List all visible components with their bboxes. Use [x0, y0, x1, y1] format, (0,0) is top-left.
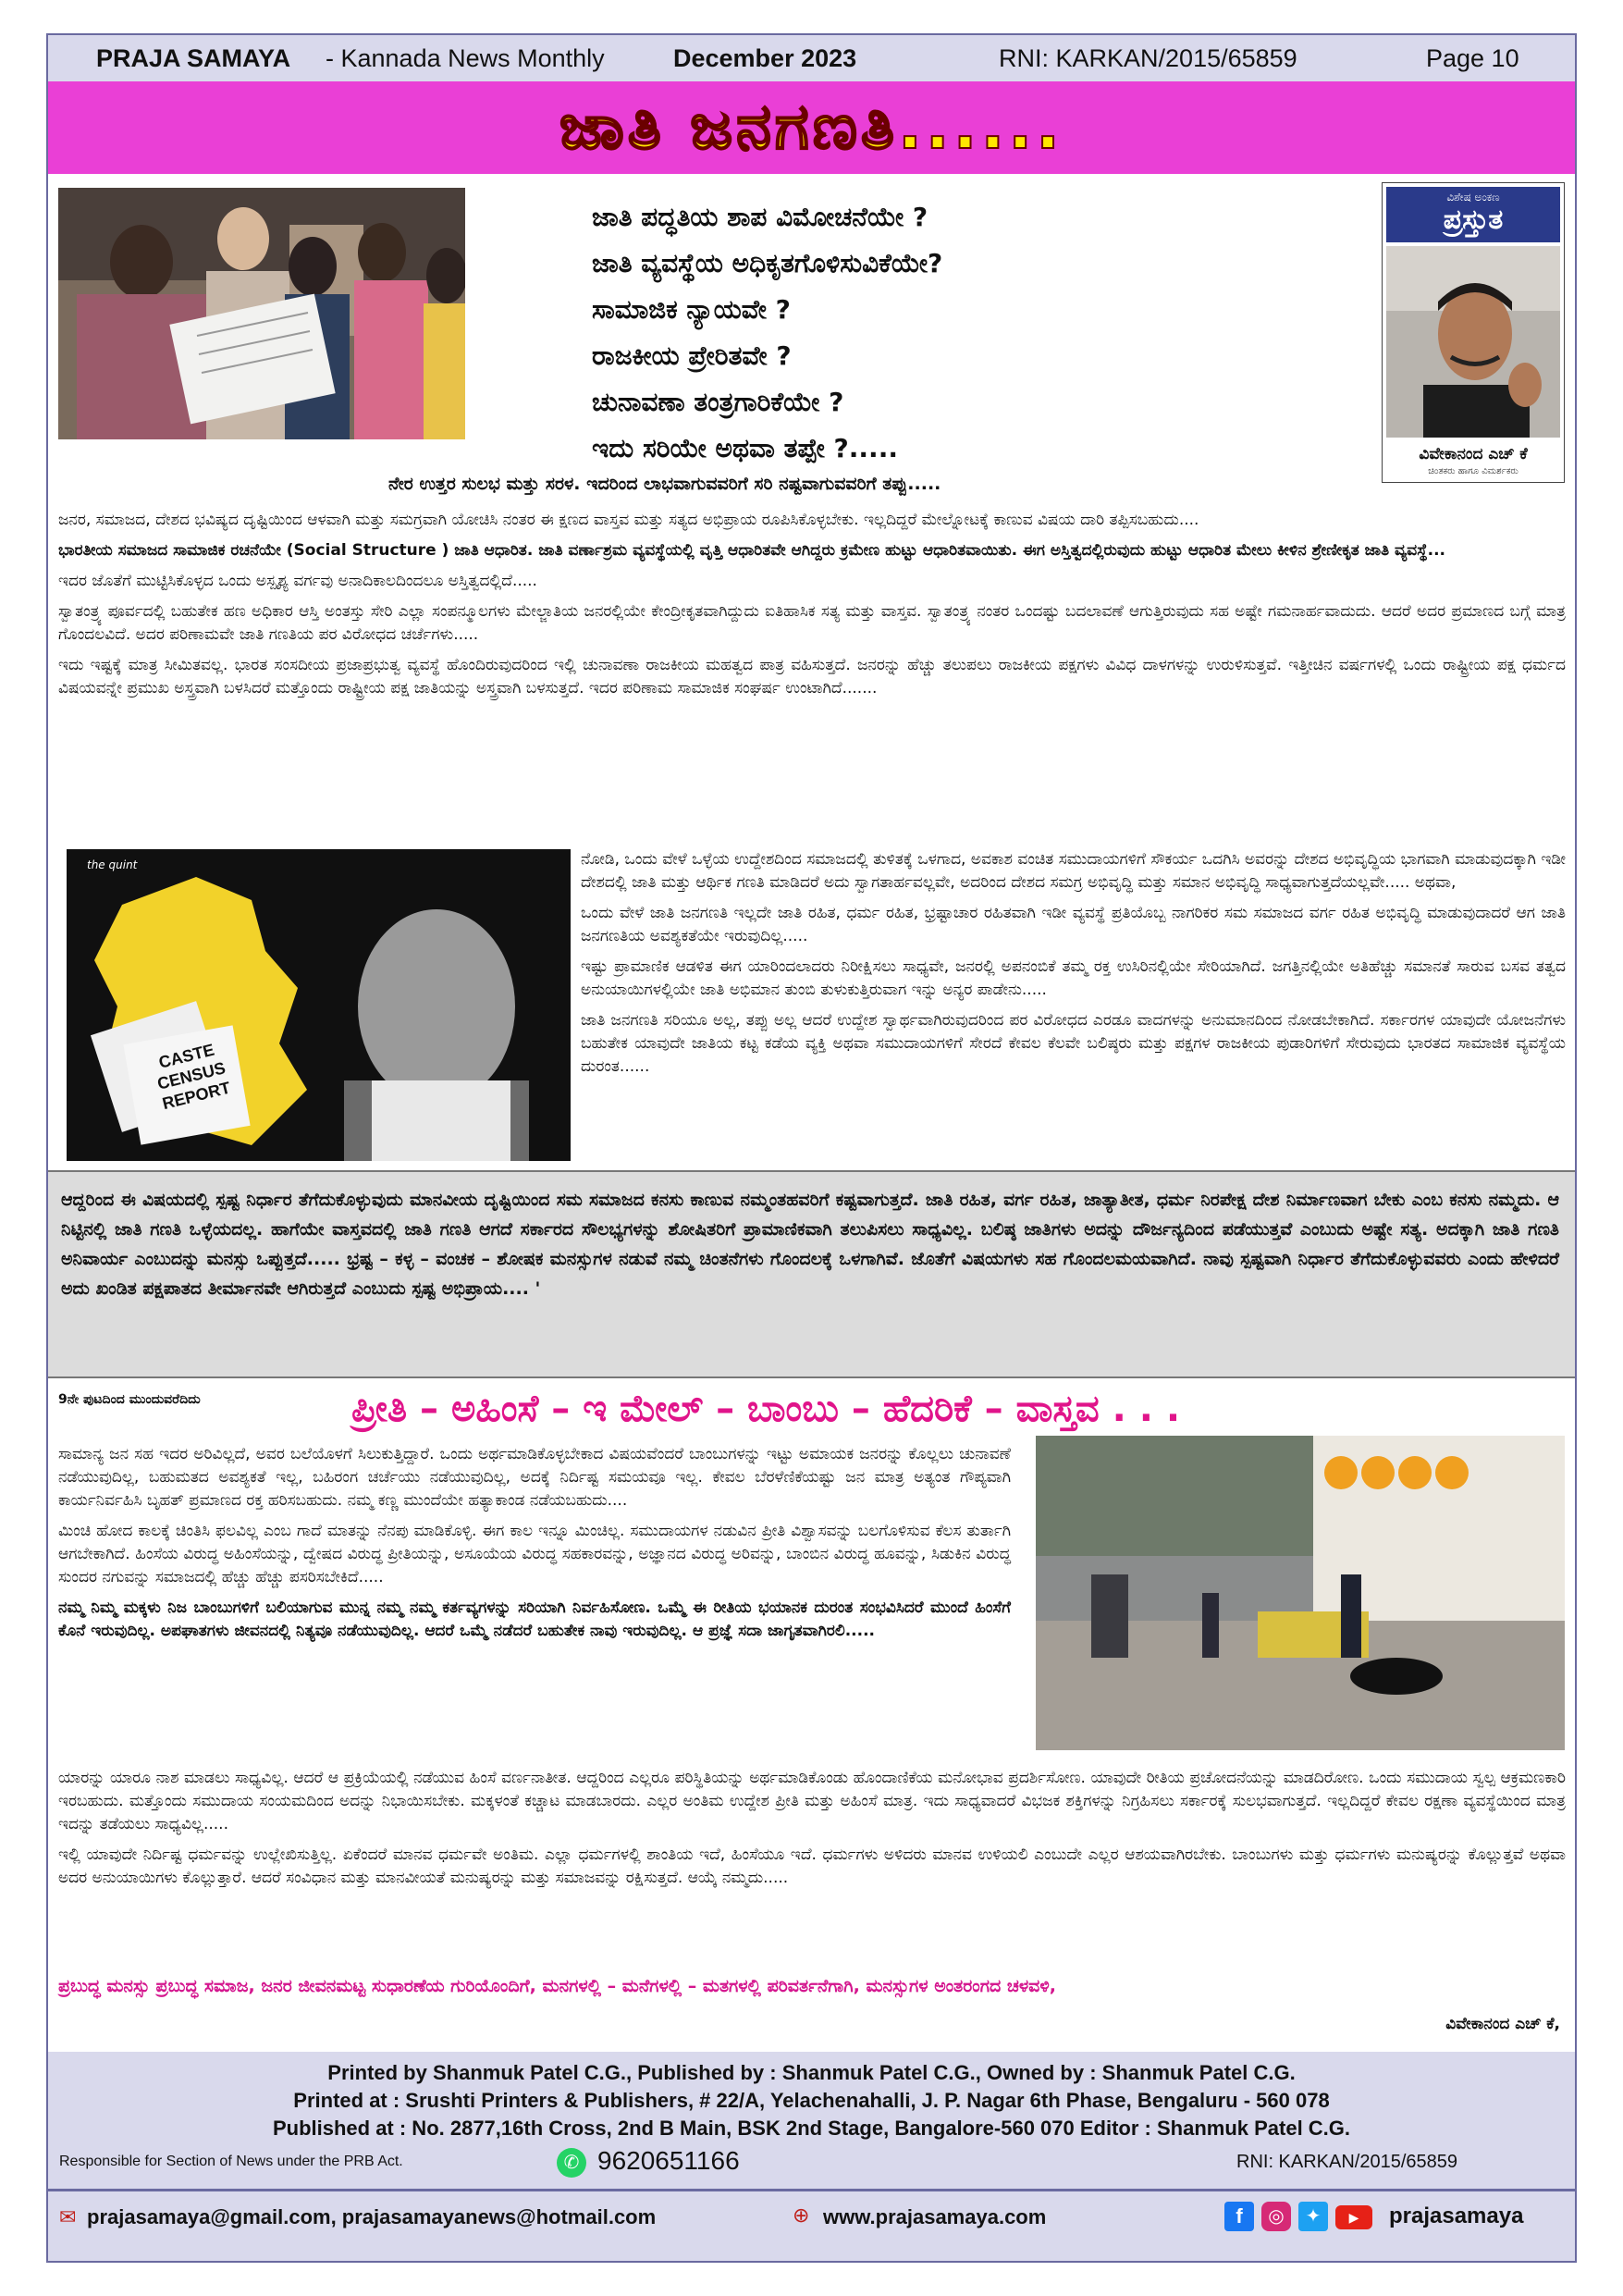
paragraph: ಇದು ಇಷ್ಟಕ್ಕೆ ಮಾತ್ರ ಸೀಮಿತವಲ್ಲ. ಭಾರತ ಸಂಸದೀಯ ಪ್ರಜಾಪ್ರಭುತ್ವ ವ್ಯವಸ್ಥೆ ಹೊಂದಿರುವುದರಿಂದ ಇಲ್ಲಿ ಚುನಾವಣಾ ರಾಜಕೀಯ ಮಹತ್ವದ ಪಾತ್ರ ವಹಿಸುತ್ತದೆ. ಜನರನ್ನು ಹೆಚ್ಚು ತಲುಪಲು ರಾಜಕೀಯ ಪಕ್ಷಗಳು ವಿವಿಧ ದಾಳಗಳನ್ನು ಉರುಳಿಸುತ್ತವೆ. ಇತ್ತೀಚಿನ ವರ್ಷಗಳಲ್ಲಿ ಒಂದು ರಾಷ್ಟ್ರೀಯ ಪಕ್ಷ ಧರ್ಮದ ವಿಷಯವನ್ನೇ ಪ್ರಮುಖ ಅಸ್ತ್ರವಾಗಿ ಬಳಸಿದರೆ ಮತ್ತೊಂದು ರಾಷ್ಟ್ರೀಯ ಪಕ್ಷ ಜಾತಿಯನ್ನು ಅಸ್ತ್ರವಾಗಿ ಬಳಸುತ್ತದೆ. ಇದರ ಪರಿಣಾಮ ಸಾಮಾಜಿಕ ಸಂಘರ್ಷ ಉಂಟಾಗಿದೆ....... [58, 656, 1566, 697]
columnist-name: ವಿವೇಕಾನಂದ ಎಚ್ ಕೆ [1419, 445, 1528, 463]
columnist-box [1382, 182, 1565, 483]
paragraph: ಒಂದು ವೇಳೆ ಜಾತಿ ಜನಗಣತಿ ಇಲ್ಲದೇ ಜಾತಿ ರಹಿತ, ಧರ್ಮ ರಹಿತ, ಭ್ರಷ್ಟಾಚಾರ ರಹಿತವಾಗಿ ಇಡೀ ವ್ಯವಸ್ಥೆ ಪ್ರತಿಯೊಬ್ಬ ನಾಗರಿಕರ ಸಮ ಸಮಾಜದ ವರ್ಗ ರಹಿತ ಅಭಿವೃದ್ಧಿ ಮಾಡುವುದಾದರೆ ಆಗ ಜಾತಿ ಜನಗಣತಿಯ ಅವಶ್ಯಕತೆಯೇ ಇರುವುದಿಲ್ಲ..... [581, 904, 1566, 945]
imprint-line: Published at : No. 2877,16th Cross, 2nd B Main, BSK 2nd Stage, Bangalore-560 070 Editor : Shanmuk Patel C.G. [272, 2117, 1351, 2140]
article2-title: ಪ್ರೀತಿ – ಅಹಿಂಸೆ – ಇ ಮೇಲ್ – ಬಾಂಬು – ಹೆದರಿಕೆ – ವಾಸ್ತವ . . . [351, 1388, 1181, 1430]
article2-bottom-text [58, 1767, 1566, 1897]
security-check-photo [1036, 1436, 1565, 1750]
question-item: ಜಾತಿ ವ್ಯವಸ್ಥೆಯ ಅಧಿಕೃತಗೊಳಿಸುವಿಕೆಯೇ? [592, 248, 943, 278]
paragraph: ಸಾಮಾನ್ಯ ಜನ ಸಹ ಇದರ ಅರಿವಿಲ್ಲದೆ, ಅವರ ಬಲೆಯೊಳಗೆ ಸಿಲುಕುತ್ತಿದ್ದಾರೆ. ಒಂದು ಅರ್ಥಮಾಡಿಕೊಳ್ಳಬೇಕಾದ ವಿಷಯವೆಂದರೆ ಬಾಂಬುಗಳನ್ನು ಇಟ್ಟು ಅಮಾಯಕ ಜನರನ್ನು ಕೊಲ್ಲಲು ಚುನಾವಣೆ ನಡೆಯುವುದಿಲ್ಲ, ಬಹುಮತದ ಅವಶ್ಯಕತೆ ಇಲ್ಲ, ಬಹಿರಂಗ ಚರ್ಚೆಯು ನಡೆಯುವುದಿಲ್ಲ, ಅದಕ್ಕೆ ನಿರ್ದಿಷ್ಟ ಸಮಯವೂ ಇಲ್ಲ. ಕೇವಲ ಬೆರಳೆಣಿಕೆಯಷ್ಟು ಜನ ಮಾತ್ರ ಅತ್ಯಂತ ಗೌಪ್ಯವಾಗಿ ಕಾರ್ಯನಿರ್ವಹಿಸಿ ಬೃಹತ್ ಪ್ರಮಾಣದ ರಕ್ತ ಹರಿಸಬಹುದು. ನಮ್ಮ ಕಣ್ಣ ಮುಂದೆಯೇ ಹತ್ಯಾಕಾಂಡ ನಡೆಯಬಹುದು.... [58, 1445, 1011, 1510]
masthead [48, 35, 1575, 81]
tagline: ಪ್ರಬುದ್ಧ ಮನಸ್ಸು ಪ್ರಬುದ್ಧ ಸಮಾಜ, ಜನರ ಜೀವನಮಟ್ಟ ಸುಧಾರಣೆಯ ಗುರಿಯೊಂದಿಗೆ, ಮನಗಳಲ್ಲಿ – ಮನೆಗಳಲ್ಲಿ – ಮತಗಳಲ್ಲಿ ಪರಿವರ್ತನೆಗಾಗಿ, ಮನಸ್ಸುಗಳ ಅಂತರಂಗದ ಚಳವಳಿ, [58, 1976, 1056, 1996]
columnist-role: ಚಿಂತಕರು ಹಾಗೂ ವಿಮರ್ಶಕರು [1428, 466, 1518, 476]
paragraph: ಜನರ, ಸಮಾಜದ, ದೇಶದ ಭವಿಷ್ಯದ ದೃಷ್ಟಿಯಿಂದ ಆಳವಾಗಿ ಮತ್ತು ಸಮಗ್ರವಾಗಿ ಯೋಚಿಸಿ ನಂತರ ಈ ಕ್ಷಣದ ವಾಸ್ತವ ಮತ್ತು ಸತ್ಯದ ಅಭಿಪ್ರಾಯ ರೂಪಿಸಿಕೊಳ್ಳಬೇಕು. ಇಲ್ಲದಿದ್ದರೆ ಮೇಲ್ನೋಟಕ್ಕೆ ಕಾಣುವ ವಿಷಯ ದಾರಿ ತಪ್ಪಿಸಬಹುದು.... [58, 511, 1199, 529]
conclusion-box [48, 1170, 1575, 1378]
headline-banner [48, 81, 1575, 174]
article1-top-text [58, 509, 1566, 708]
email-links[interactable]: prajasamaya@gmail.com, prajasamayanews@hotmail.com [87, 2205, 657, 2228]
social-handle[interactable]: prajasamaya [1389, 2203, 1524, 2228]
paragraph: ಮಿಂಚಿ ಹೋದ ಕಾಲಕ್ಕೆ ಚಿಂತಿಸಿ ಫಲವಿಲ್ಲ ಎಂಬ ಗಾದೆ ಮಾತನ್ನು ನೆನಪು ಮಾಡಿಕೊಳ್ಳಿ. ಈಗ ಕಾಲ ಇನ್ನೂ ಮಿಂಚಿಲ್ಲ. ಸಮುದಾಯಗಳ ನಡುವಿನ ಪ್ರೀತಿ ವಿಶ್ವಾಸವನ್ನು ಬಲಗೊಳಿಸುವ ಕೆಲಸ ತುರ್ತಾಗಿ ಆಗಬೇಕಾಗಿದೆ. ಹಿಂಸೆಯ ವಿರುದ್ಧ ಅಹಿಂಸೆಯನ್ನು, ದ್ವೇಷದ ವಿರುದ್ಧ ಪ್ರೀತಿಯನ್ನು, ಅಸೂಯೆಯ ವಿರುದ್ಧ ಸಹಕಾರವನ್ನು, ಅಜ್ಞಾನದ ವಿರುದ್ಧ ಅರಿವನ್ನು, ಬಾಂಬಿನ ವಿರುದ್ಧ ಹೂವನ್ನು, ಸಿಡುಕಿನ ವಿರುದ್ಧ ಸುಂದರ ನಗುವನ್ನು ಸಮಾಜದಲ್ಲಿ ಹೆಚ್ಚು ಹೆಚ್ಚು ಪಸರಿಸಬೇಕಿದೆ..... [58, 1522, 1011, 1586]
paragraph: ನಮ್ಮ ನಿಮ್ಮ ಮಕ್ಕಳು ನಿಜ ಬಾಂಬುಗಳಿಗೆ ಬಲಿಯಾಗುವ ಮುನ್ನ ನಮ್ಮ ನಮ್ಮ ಕರ್ತವ್ಯಗಳನ್ನು ಸರಿಯಾಗಿ ನಿರ್ವಹಿಸೋಣ. ಒಮ್ಮೆ ಈ ರೀತಿಯ ಭಯಾನಕ ದುರಂತ ಸಂಭವಿಸಿದರೆ ಮುಂದೆ ಹಿಂಸೆಗೆ ಕೊನೆ ಇರುವುದಿಲ್ಲ. ಅಪಘಾತಗಳು ಜೀವನದಲ್ಲಿ ನಿತ್ಯವೂ ನಡೆಯುವುದಿಲ್ಲ. ಆದರೆ ಒಮ್ಮೆ ನಡೆದರೆ ಬಹುತೇಕ ನಾವು ಇರುವುದಿಲ್ಲ. ಆ ಪ್ರಜ್ಞೆ ಸದಾ ಜಾಗೃತವಾಗಿರಲಿ..... [58, 1599, 1011, 1640]
footer-rni: RNI: KARKAN/2015/65859 [1236, 2152, 1458, 2172]
author-signature: ವಿವೇಕಾನಂದ ಎಚ್ ಕೆ, [1445, 2015, 1560, 2033]
paragraph: ಇದರ ಜೊತೆಗೆ ಮುಟ್ಟಿಸಿಕೊಳ್ಳದ ಒಂದು ಅಸ್ಪೃಶ್ಯ ವರ್ಗವು ಅನಾದಿಕಾಲದಿಂದಲೂ ಅಸ್ತಿತ್ವದಲ್ಲಿದೆ..... [58, 572, 537, 590]
paragraph: ಇಲ್ಲಿ ಯಾವುದೇ ನಿರ್ದಿಷ್ಟ ಧರ್ಮವನ್ನು ಉಲ್ಲೇಖಿಸುತ್ತಿಲ್ಲ. ಏಕೆಂದರೆ ಮಾನವ ಧರ್ಮವೇ ಅಂತಿಮ. ಎಲ್ಲಾ ಧರ್ಮಗಳಲ್ಲಿ ಶಾಂತಿಯ ಇದೆ, ಹಿಂಸೆಯೂ ಇದೆ. ಧರ್ಮಗಳು ಅಳಿದರು ಮಾನವ ಉಳಿಯಲಿ ಎಂಬುದೇ ಎಲ್ಲರ ಆಶಯವಾಗಿರಬೇಕು. ಬಾಂಬುಗಳು ಮತ್ತು ಧರ್ಮಗಳು ಮನುಷ್ಯರನ್ನು ಕೊಲ್ಲುತ್ತವೆ ಅಥವಾ ಅದರ ಅನುಯಾಯಿಗಳು ಕೊಲ್ಲುತ್ತಾರೆ. ಆದರೆ ಸಂವಿಧಾನ ಮತ್ತು ಮಾನವೀಯತೆ ಮನುಷ್ಯರನ್ನು ಮತ್ತು ಸಮಾಜವನ್ನು ರಕ್ಷಿಸುತ್ತದೆ. ಆಯ್ಕೆ ನಮ್ಮದು..... [58, 1845, 1566, 1887]
paragraph: ಭಾರತೀಯ ಸಮಾಜದ ಸಾಮಾಜಿಕ ರಚನೆಯೇ (Social Structure ) ಜಾತಿ ಆಧಾರಿತ. ಜಾತಿ ವರ್ಣಾಶ್ರಮ ವ್ಯವಸ್ಥೆಯಲ್ಲಿ ವೃತ್ತಿ ಆಧಾರಿತವೇ ಆಗಿದ್ದರು ಕ್ರಮೇಣ ಹುಟ್ಟು ಆಧಾರಿತವಾಯಿತು. ಈಗ ಅಸ್ತಿತ್ವದಲ್ಲಿರುವುದು ಹುಟ್ಟು ಆಧಾರಿತ ಮೇಲು ಕೀಳಿನ ಶ್ರೇಣೀಕೃತ ಜಾತಿ ವ್ಯವಸ್ಥೆ... [58, 541, 1445, 560]
column-tag [1386, 187, 1560, 242]
instagram-icon[interactable]: ◎ [1261, 2202, 1291, 2231]
footer-divider [48, 2189, 1575, 2191]
lead-line: ನೇರ ಉತ್ತರ ಸುಲಭ ಮತ್ತು ಸರಳ. ಇದರಿಂದ ಲಾಭವಾಗುವವರಿಗೆ ಸರಿ ನಷ್ಟವಾಗುವವರಿಗೆ ತಪ್ಪು..... [388, 474, 941, 494]
brand-label: the quint [87, 858, 138, 871]
article1-right-text [581, 848, 1566, 1086]
column-tag-small: ವಿಶೇಷ ಅಂಕಣ [1446, 191, 1500, 204]
question-item: ರಾಜಕೀಯ ಪ್ರೇರಿತವೇ ? [592, 340, 792, 371]
columnist-photo [1386, 246, 1560, 438]
whatsapp-icon: ✆ [557, 2148, 586, 2178]
paper-name: PRAJA SAMAYA [96, 44, 291, 72]
facebook-icon[interactable]: f [1224, 2202, 1254, 2231]
page-number: Page 10 [1426, 44, 1519, 72]
headline-title: ಜಾತಿ ಜನಗಣತಿ...... [559, 91, 1064, 164]
caste-census-image [67, 849, 571, 1161]
mail-icon: ✉ [59, 2205, 77, 2228]
question-list [592, 194, 1239, 472]
report-label: CASTE CENSUS REPORT [155, 1040, 233, 1114]
question-item: ಚುನಾವಣಾ ತಂತ್ರಗಾರಿಕೆಯೇ ? [592, 387, 844, 417]
paper-subtitle: - Kannada News Monthly [326, 44, 605, 72]
prb-note: Responsible for Section of News under the PRB Act. [59, 2154, 403, 2169]
twitter-icon[interactable]: ✦ [1298, 2202, 1328, 2231]
issue-date: December 2023 [673, 44, 857, 72]
paragraph: ಸ್ವಾತಂತ್ರ್ಯ ಪೂರ್ವದಲ್ಲಿ ಬಹುತೇಕ ಹಣ ಅಧಿಕಾರ ಆಸ್ತಿ ಅಂತಸ್ತು ಸೇರಿ ಎಲ್ಲಾ ಸಂಪನ್ಮೂಲಗಳು ಮೇಲ್ಜಾತಿಯ ಜನರಲ್ಲಿಯೇ ಕೇಂದ್ರೀಕೃತವಾಗಿದ್ದುದು ಐತಿಹಾಸಿಕ ಸತ್ಯ ಮತ್ತು ವಾಸ್ತವ. ಸ್ವಾತಂತ್ರ್ಯ ನಂತರ ಒಂದಷ್ಟು ಬದಲಾವಣೆ ಆಗುತ್ತಿರುವುದು ಸಹ ಅಷ್ಟೇ ಗಮನಾರ್ಹವಾದುದು. ಆದರೆ ಅದರ ಪ್ರಮಾಣದ ಬಗ್ಗೆ ಮಾತ್ರ ಗೊಂದಲವಿದೆ. ಅದರ ಪರಿಣಾಮವೇ ಜಾತಿ ಗಣತಿಯ ಪರ ವಿರೋಧದ ಚರ್ಚೆಗಳು..... [58, 602, 1566, 644]
imprint-line: Printed by Shanmuk Patel C.G., Published by : Shanmuk Patel C.G., Owned by : Shanmuk Patel C.G. [327, 2061, 1296, 2084]
question-item: ಜಾತಿ ಪದ್ಧತಿಯ ಶಾಪ ವಿಮೋಚನೆಯೇ ? [592, 202, 928, 232]
conclusion-text: ಆದ್ದರಿಂದ ಈ ವಿಷಯದಲ್ಲಿ ಸ್ಪಷ್ಟ ನಿರ್ಧಾರ ತೆಗೆದುಕೊಳ್ಳುವುದು ಮಾನವೀಯ ದೃಷ್ಟಿಯಿಂದ ಸಮ ಸಮಾಜದ ಕನಸು ಕಾಣುವ ನಮ್ಮಂತಹವರಿಗೆ ಕಷ್ಟವಾಗುತ್ತದೆ. ಜಾತಿ ರಹಿತ, ವರ್ಗ ರಹಿತ, ಜಾತ್ಯಾತೀತ, ಧರ್ಮ ನಿರಪೇಕ್ಷ ದೇಶ ನಿರ್ಮಾಣವಾಗ ಬೇಕು ಎಂಬ ಕನಸು ನಮ್ಮದು. ಆ ನಿಟ್ಟಿನಲ್ಲಿ ಜಾತಿ ಗಣತಿ ಒಳ್ಳೆಯದಲ್ಲ. ಹಾಗೆಯೇ ವಾಸ್ತವದಲ್ಲಿ ಜಾತಿ ಗಣತಿ ಆಗದೆ ಸರ್ಕಾರದ ಸೌಲಭ್ಯಗಳನ್ನು ಶೋಷಿತರಿಗೆ ಪ್ರಾಮಾಣಿಕವಾಗಿ ತಲುಪಿಸಲು ಸಾಧ್ಯವಿಲ್ಲ. ಬಲಿಷ್ಠ ಜಾತಿಗಳು ಅದನ್ನು ದೌರ್ಜನ್ಯದಿಂದ ಪಡೆಯುತ್ತವೆ ಎಂಬುದು ಅಷ್ಟೇ ಸತ್ಯ. ಅದಕ್ಕಾಗಿ ಜಾತಿ ಗಣತಿ ಅನಿವಾರ್ಯ ಎಂಬುದನ್ನು ಮನಸ್ಸು ಒಪ್ಪುತ್ತದೆ..... ಭ್ರಷ್ಟ – ಕಳ್ಳ – ವಂಚಕ – ಶೋಷಕ ಮನಸ್ಸುಗಳ ನಡುವೆ ನಮ್ಮ ಚಿಂತನೆಗಳು ಗೊಂದಲಕ್ಕೆ ಒಳಗಾಗಿವೆ. ಜೊತೆಗೆ ವಿಷಯಗಳು ಸಹ ಗೊಂದಲಮಯವಾಗಿದೆ. ನಾವು ಸ್ಪಷ್ಟವಾಗಿ ನಿರ್ಧಾರ ತೆಗೆದುಕೊಳ್ಳುವವರು ಎಂದು ಹೇಳಿದರೆ ಅದು ಖಂಡಿತ ಪಕ್ಷಪಾತದ ತೀರ್ಮಾನವೇ ಆಗಿರುತ್ತದೆ ಎಂಬುದು ಸ್ಪಷ್ಟ ಅಭಿಪ್ರಾಯ.... ' [61, 1190, 1559, 1299]
imprint-line: Printed at : Srushti Printers & Publishers, # 22/A, Yelachenahalli, J. P. Nagar 6th Phase, Bengaluru - 560 078 [293, 2089, 1330, 2112]
article2-left-text [58, 1443, 1011, 1650]
rni-number: RNI: KARKAN/2015/65859 [999, 44, 1297, 72]
question-item: ಸಾಮಾಜಿಕ ನ್ಯಾಯವೇ ? [592, 294, 791, 325]
paragraph: ಜಾತಿ ಜನಗಣತಿ ಸರಿಯೂ ಅಲ್ಲ, ತಪ್ಪು ಅಲ್ಲ ಆದರೆ ಉದ್ದೇಶ ಸ್ವಾರ್ಥವಾಗಿರುವುದರಿಂದ ಪರ ವಿರೋಧದ ಎರಡೂ ವಾದಗಳನ್ನು ಅನುಮಾನದಿಂದ ನೋಡಬೇಕಾಗಿದೆ. ಸರ್ಕಾರಗಳ ಯಾವುದೇ ಯೋಜನೆಗಳು ಬಹುತೇಕ ಯಾವುದೇ ಜಾತಿಯ ಕಟ್ಟ ಕಡೆಯ ವ್ಯಕ್ತಿ ಅಥವಾ ಸಮುದಾಯಗಳಿಗೆ ಸೇರದೆ ಕೇವಲ ಕೆಲವೇ ಬಲಿಷ್ಠರು ಮತ್ತು ಪಕ್ಷಗಳ ರಾಜಕೀಯ ಪುಡಾರಿಗಳಿಗೆ ಸೇರುವುದು ಭಾರತದ ಸಾಮಾಜಿಕ ವ್ಯವಸ್ಥೆಯ ದುರಂತ...... [581, 1011, 1566, 1076]
phone-number: 9620651166 [597, 2146, 740, 2175]
continued-note: 9ನೇ ಪುಟದಿಂದ ಮುಂದುವರೆದಿದು [58, 1392, 201, 1407]
column-tag-big: ಪ್ರಸ್ತುತ [1443, 204, 1504, 236]
paragraph: ಯಾರನ್ನು ಯಾರೂ ನಾಶ ಮಾಡಲು ಸಾಧ್ಯವಿಲ್ಲ. ಆದರೆ ಆ ಪ್ರಕ್ರಿಯೆಯಲ್ಲಿ ನಡೆಯುವ ಹಿಂಸೆ ವರ್ಣನಾತೀತ. ಆದ್ದರಿಂದ ಎಲ್ಲರೂ ಪರಿಸ್ಥಿತಿಯನ್ನು ಅರ್ಥಮಾಡಿಕೊಂಡು ಹೊಂದಾಣಿಕೆಯ ಮನೋಭಾವ ಪ್ರದರ್ಶಿಸೋಣ. ಯಾವುದೇ ರೀತಿಯ ಪ್ರಚೋದನೆಯನ್ನು ಮಾಡದಿರೋಣ. ಒಂದು ಸಮುದಾಯ ಸ್ವಲ್ಪ ಆಕ್ರಮಣಕಾರಿ ಇರಬಹುದು. ಮತ್ತೊಂದು ಸಮುದಾಯ ಸಂಯಮದಿಂದ ಅದನ್ನು ನಿಭಾಯಿಸಬೇಕು. ಮಕ್ಕಳಂತೆ ಕಚ್ಚಾಟ ಮಾಡಬಾರದು. ಎಲ್ಲರ ಅಂತಿಮ ಉದ್ದೇಶ ಪ್ರೀತಿ ಮತ್ತು ಅಹಿಂಸೆ ಮಾತ್ರ. ಇದು ಸಾಧ್ಯವಾದರೆ ವಿಭಜಕ ಶಕ್ತಿಗಳನ್ನು ನಿಗ್ರಹಿಸಲು ಸರ್ಕಾರಕ್ಕೆ ಸುಲಭವಾಗುತ್ತದೆ. ಇಲ್ಲದಿದ್ದರೆ ಕೇವಲ ರಕ್ಷಣಾ ವ್ಯವಸ್ಥೆಯಿಂದ ಮಾತ್ರ ಇದನ್ನು ತಡೆಯಲು ಸಾಧ್ಯವಿಲ್ಲ..... [58, 1769, 1566, 1833]
paragraph: ನೋಡಿ, ಒಂದು ವೇಳೆ ಒಳ್ಳೆಯ ಉದ್ದೇಶದಿಂದ ಸಮಾಜದಲ್ಲಿ ತುಳಿತಕ್ಕೆ ಒಳಗಾದ, ಅವಕಾಶ ವಂಚಿತ ಸಮುದಾಯಗಳಿಗೆ ಸೌಕರ್ಯ ಒದಗಿಸಿ ಅವರನ್ನು ದೇಶದ ಅಭಿವೃದ್ಧಿಯ ಭಾಗವಾಗಿ ಮಾಡುವುದಕ್ಕಾಗಿ ಇಡೀ ದೇಶದಲ್ಲಿ ಜಾತಿ ಮತ್ತು ಆರ್ಥಿಕ ಗಣತಿ ಮಾಡಿದರೆ ಅದು ಸ್ವಾಗತಾರ್ಹವಲ್ಲವೇ, ಅದರಿಂದ ದೇಶದ ಸಮಗ್ರ ಅಭಿವೃದ್ಧಿ ಮತ್ತು ಸಮಾನ ಅಭಿವೃದ್ಧಿ ಸಾಧ್ಯವಾಗುತ್ತದೆಯಲ್ಲವೇ..... ಅಥವಾ, [581, 850, 1566, 892]
census-survey-photo [58, 188, 465, 439]
imprint-footer [48, 2052, 1575, 2261]
globe-icon: ⊕ [793, 2203, 810, 2227]
paragraph: ಇಷ್ಟು ಪ್ರಾಮಾಣಿಕ ಆಡಳಿತ ಈಗ ಯಾರಿಂದಲಾದರು ನಿರೀಕ್ಷಿಸಲು ಸಾಧ್ಯವೇ, ಜನರಲ್ಲಿ ಅಪನಂಬಿಕೆ ತಮ್ಮ ರಕ್ತ ಉಸಿರಿನಲ್ಲಿಯೇ ಸೇರಿಯಾಗಿದೆ. ಜಗತ್ತಿನಲ್ಲಿಯೇ ಅತಿಹೆಚ್ಚು ಸಮಾನತೆ ಸಾರುವ ಬಸವ ತತ್ವದ ಅನುಯಾಯಿಗಳಲ್ಲಿಯೇ ಜಾತಿ ಅಭಿಮಾನ ತುಂಬಿ ತುಳುಕುತ್ತಿರುವಾಗ ಇನ್ನು ಅನ್ಯರ ಪಾಡೇನು..... [581, 957, 1566, 999]
website-link[interactable]: www.prajasamaya.com [823, 2205, 1047, 2228]
youtube-icon[interactable]: ▶ [1335, 2205, 1372, 2229]
question-item: ಇದು ಸರಿಯೇ ಅಥವಾ ತಪ್ಪೇ ?..... [592, 433, 898, 463]
